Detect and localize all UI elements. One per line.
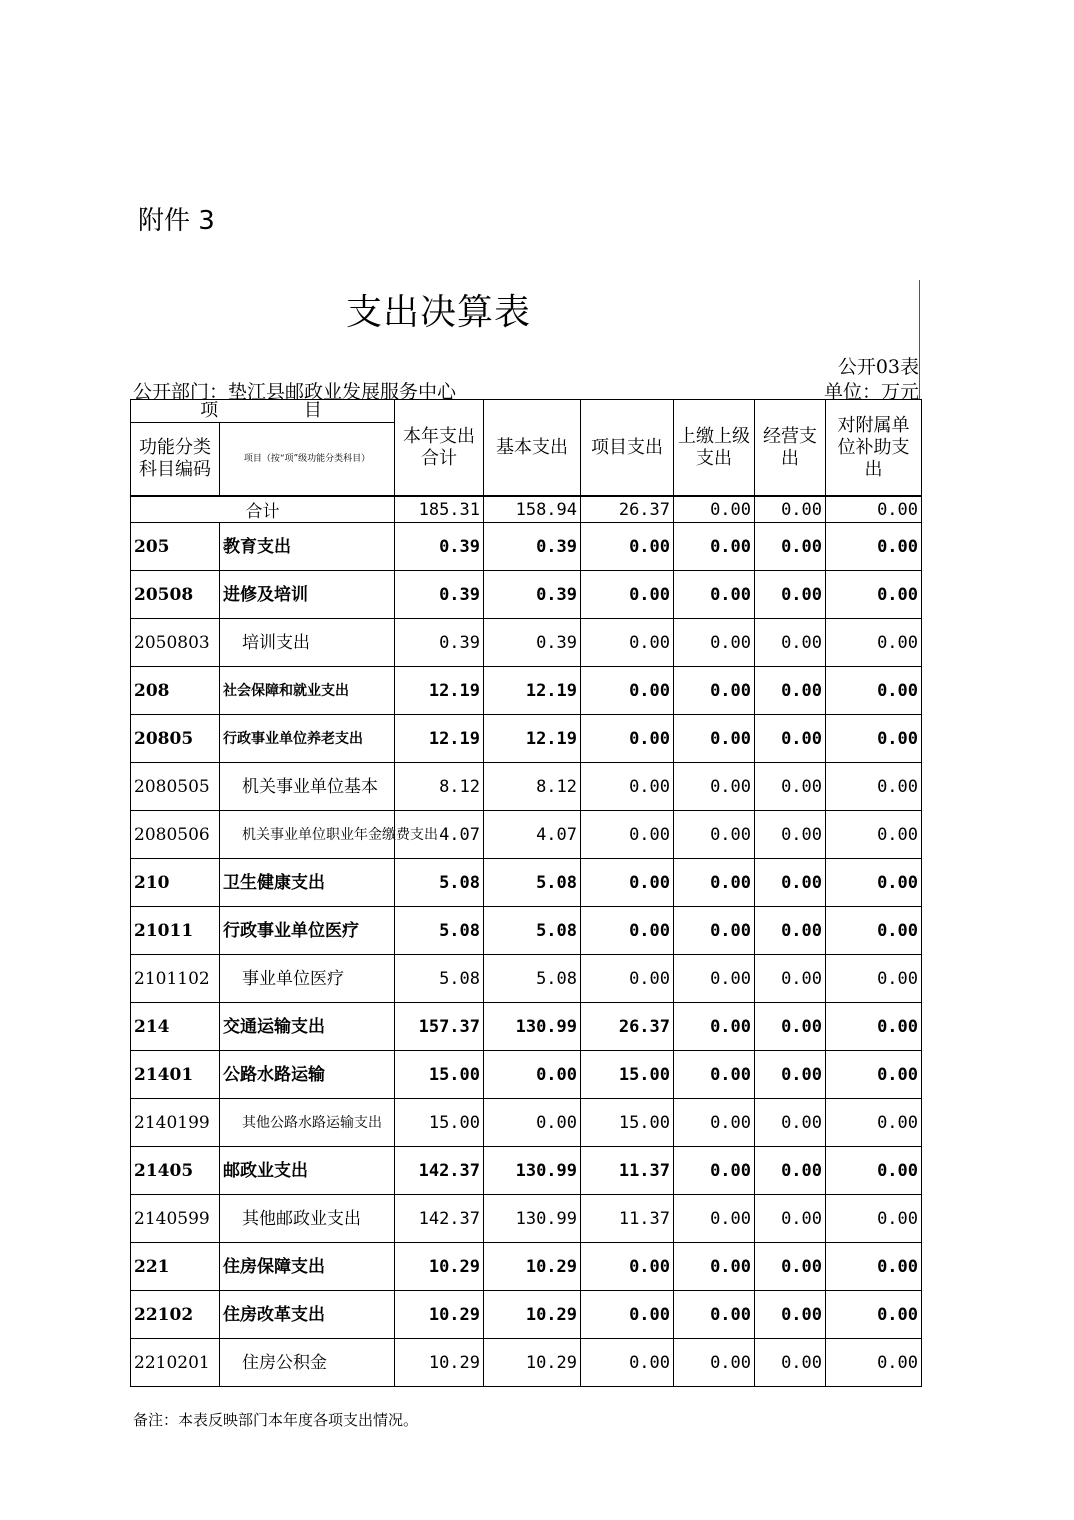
total-value: 0.00 [826,496,922,523]
table-row [131,1051,922,1099]
row-value: 5.08 [395,859,484,907]
row-value: 10.29 [395,1243,484,1291]
row-value: 0.00 [755,1291,826,1339]
header-code: 功能分类科目编码 [131,423,220,497]
table-row [131,1243,922,1291]
row-value: 0.00 [581,571,674,619]
row-value: 0.00 [674,763,755,811]
row-value: 5.08 [484,955,581,1003]
table-row [131,955,922,1003]
table-row [131,715,922,763]
table-row [131,811,922,859]
total-value: 26.37 [581,496,674,523]
row-name: 住房保障支出 [220,1243,395,1291]
row-name: 住房改革支出 [220,1291,395,1339]
row-value: 0.39 [484,523,581,571]
row-value: 0.00 [826,1099,922,1147]
row-value: 0.00 [674,667,755,715]
row-code: 2080506 [131,811,220,859]
row-name: 机关事业单位职业年金缴费支出 [220,811,395,859]
row-value: 0.00 [674,523,755,571]
row-value: 0.00 [826,571,922,619]
row-value: 0.00 [826,1339,922,1387]
table-row [131,667,922,715]
header-project: 项 目 [131,400,395,423]
row-value: 12.19 [395,715,484,763]
row-value: 0.00 [826,1195,922,1243]
row-code: 2140199 [131,1099,220,1147]
row-value: 0.39 [395,571,484,619]
row-code: 205 [131,523,220,571]
row-value: 0.00 [755,811,826,859]
row-code: 21401 [131,1051,220,1099]
row-value: 12.19 [484,715,581,763]
row-value: 8.12 [484,763,581,811]
row-name: 社会保障和就业支出 [220,667,395,715]
row-value: 0.00 [755,619,826,667]
row-value: 0.00 [581,1243,674,1291]
table-row [131,619,922,667]
row-code: 20805 [131,715,220,763]
header-upper: 上缴上级支出 [674,400,755,497]
row-value: 0.00 [674,1339,755,1387]
page-title: 支出决算表 [346,292,532,333]
total-label: 合计 [131,496,395,523]
row-value: 0.00 [755,667,826,715]
row-value: 0.00 [674,811,755,859]
row-value: 0.00 [826,523,922,571]
row-value: 0.00 [674,1291,755,1339]
table-row [131,1147,922,1195]
row-code: 214 [131,1003,220,1051]
row-value: 0.00 [674,955,755,1003]
row-value: 0.00 [674,859,755,907]
row-value: 0.00 [581,1339,674,1387]
row-value: 0.00 [674,619,755,667]
row-value: 0.00 [674,1099,755,1147]
row-value: 0.39 [484,571,581,619]
row-value: 130.99 [484,1147,581,1195]
row-code: 210 [131,859,220,907]
row-value: 0.00 [826,907,922,955]
table-row [131,1339,922,1387]
table-row [131,1003,922,1051]
table-row [131,1099,922,1147]
row-value: 0.00 [755,1243,826,1291]
row-value: 0.00 [755,715,826,763]
row-value: 0.00 [581,619,674,667]
table-code: 公开03表 [837,356,919,378]
row-name: 公路水路运输 [220,1051,395,1099]
row-value: 11.37 [581,1147,674,1195]
expenditure-table [130,399,922,1387]
row-code: 21405 [131,1147,220,1195]
row-name: 事业单位医疗 [220,955,395,1003]
row-value: 157.37 [395,1003,484,1051]
table-row [131,859,922,907]
row-value: 8.12 [395,763,484,811]
row-code: 2210201 [131,1339,220,1387]
row-value: 0.00 [826,1003,922,1051]
attachment-label: 附件 3 [138,206,215,236]
row-value: 130.99 [484,1003,581,1051]
row-value: 0.00 [674,1147,755,1195]
header-total: 本年支出合计 [395,400,484,497]
row-value: 130.99 [484,1195,581,1243]
row-value: 0.00 [484,1099,581,1147]
row-value: 0.00 [581,715,674,763]
row-value: 142.37 [395,1195,484,1243]
row-name: 行政事业单位医疗 [220,907,395,955]
row-value: 5.08 [395,955,484,1003]
header-name: 项目（按“项”级功能分类科目） [220,423,395,497]
row-value: 0.00 [581,907,674,955]
row-value: 0.00 [674,571,755,619]
row-value: 0.00 [755,907,826,955]
row-name: 培训支出 [220,619,395,667]
row-value: 0.00 [755,955,826,1003]
row-value: 0.00 [755,1339,826,1387]
row-value: 0.00 [755,1195,826,1243]
row-value: 10.29 [395,1291,484,1339]
row-value: 4.07 [484,811,581,859]
row-value: 12.19 [484,667,581,715]
row-value: 11.37 [581,1195,674,1243]
row-name: 卫生健康支出 [220,859,395,907]
header-project-expense: 项目支出 [581,400,674,497]
header-basic: 基本支出 [484,400,581,497]
row-value: 0.39 [395,523,484,571]
divider [919,280,920,400]
row-value: 10.29 [395,1339,484,1387]
total-value: 0.00 [674,496,755,523]
row-code: 21011 [131,907,220,955]
row-value: 0.00 [755,571,826,619]
header-subsidy: 对附属单位补助支出 [826,400,922,497]
row-name: 其他邮政业支出 [220,1195,395,1243]
row-value: 0.39 [484,619,581,667]
table-row [131,523,922,571]
row-value: 0.00 [484,1051,581,1099]
row-code: 22102 [131,1291,220,1339]
row-value: 0.00 [755,523,826,571]
total-value: 158.94 [484,496,581,523]
row-value: 0.00 [755,859,826,907]
row-value: 0.00 [581,667,674,715]
row-name: 机关事业单位基本 [220,763,395,811]
row-value: 10.29 [484,1291,581,1339]
row-value: 0.00 [826,1243,922,1291]
row-value: 15.00 [581,1099,674,1147]
row-value: 0.00 [674,715,755,763]
table-row [131,907,922,955]
row-value: 5.08 [395,907,484,955]
row-value: 0.00 [826,811,922,859]
row-value: 0.00 [755,763,826,811]
row-value: 0.00 [581,859,674,907]
row-value: 0.39 [395,619,484,667]
row-value: 0.00 [755,1147,826,1195]
row-code: 208 [131,667,220,715]
table-row [131,1195,922,1243]
row-value: 0.00 [581,955,674,1003]
row-value: 0.00 [674,1051,755,1099]
row-value: 0.00 [581,763,674,811]
row-value: 0.00 [826,1147,922,1195]
row-value: 15.00 [395,1099,484,1147]
row-value: 0.00 [826,955,922,1003]
row-value: 0.00 [674,907,755,955]
row-value: 0.00 [755,1003,826,1051]
row-name: 住房公积金 [220,1339,395,1387]
row-name: 教育支出 [220,523,395,571]
row-value: 0.00 [826,667,922,715]
row-value: 0.00 [826,1051,922,1099]
row-value: 0.00 [826,715,922,763]
row-value: 26.37 [581,1003,674,1051]
total-row [131,496,922,523]
row-name: 进修及培训 [220,571,395,619]
department-label: 公开部门：垫江县邮政业发展服务中心 [133,381,457,403]
row-value: 0.00 [581,523,674,571]
table-row [131,571,922,619]
row-value: 0.00 [826,619,922,667]
row-value: 0.00 [826,1291,922,1339]
table-row [131,1291,922,1339]
row-value: 142.37 [395,1147,484,1195]
table-row [131,763,922,811]
row-value: 15.00 [395,1051,484,1099]
row-code: 221 [131,1243,220,1291]
row-name: 其他公路水路运输支出 [220,1099,395,1147]
row-value: 10.29 [484,1339,581,1387]
row-code: 2140599 [131,1195,220,1243]
row-value: 5.08 [484,859,581,907]
row-code: 2101102 [131,955,220,1003]
row-code: 20508 [131,571,220,619]
row-value: 0.00 [674,1243,755,1291]
row-name: 行政事业单位养老支出 [220,715,395,763]
row-value: 5.08 [484,907,581,955]
row-value: 0.00 [674,1195,755,1243]
row-value: 15.00 [581,1051,674,1099]
row-value: 12.19 [395,667,484,715]
row-value: 0.00 [581,1291,674,1339]
total-value: 185.31 [395,496,484,523]
total-value: 0.00 [755,496,826,523]
row-code: 2050803 [131,619,220,667]
header-business: 经营支出 [755,400,826,497]
footnote: 备注：本表反映部门本年度各项支出情况。 [133,1411,419,1429]
row-value: 0.00 [826,859,922,907]
row-code: 2080505 [131,763,220,811]
row-value: 0.00 [581,811,674,859]
row-value: 0.00 [755,1099,826,1147]
row-value: 0.00 [826,763,922,811]
row-name: 邮政业支出 [220,1147,395,1195]
row-value: 4.07 [395,811,484,859]
unit-label: 单位：万元 [823,381,919,403]
row-value: 0.00 [674,1003,755,1051]
row-name: 交通运输支出 [220,1003,395,1051]
row-value: 10.29 [484,1243,581,1291]
row-value: 0.00 [755,1051,826,1099]
